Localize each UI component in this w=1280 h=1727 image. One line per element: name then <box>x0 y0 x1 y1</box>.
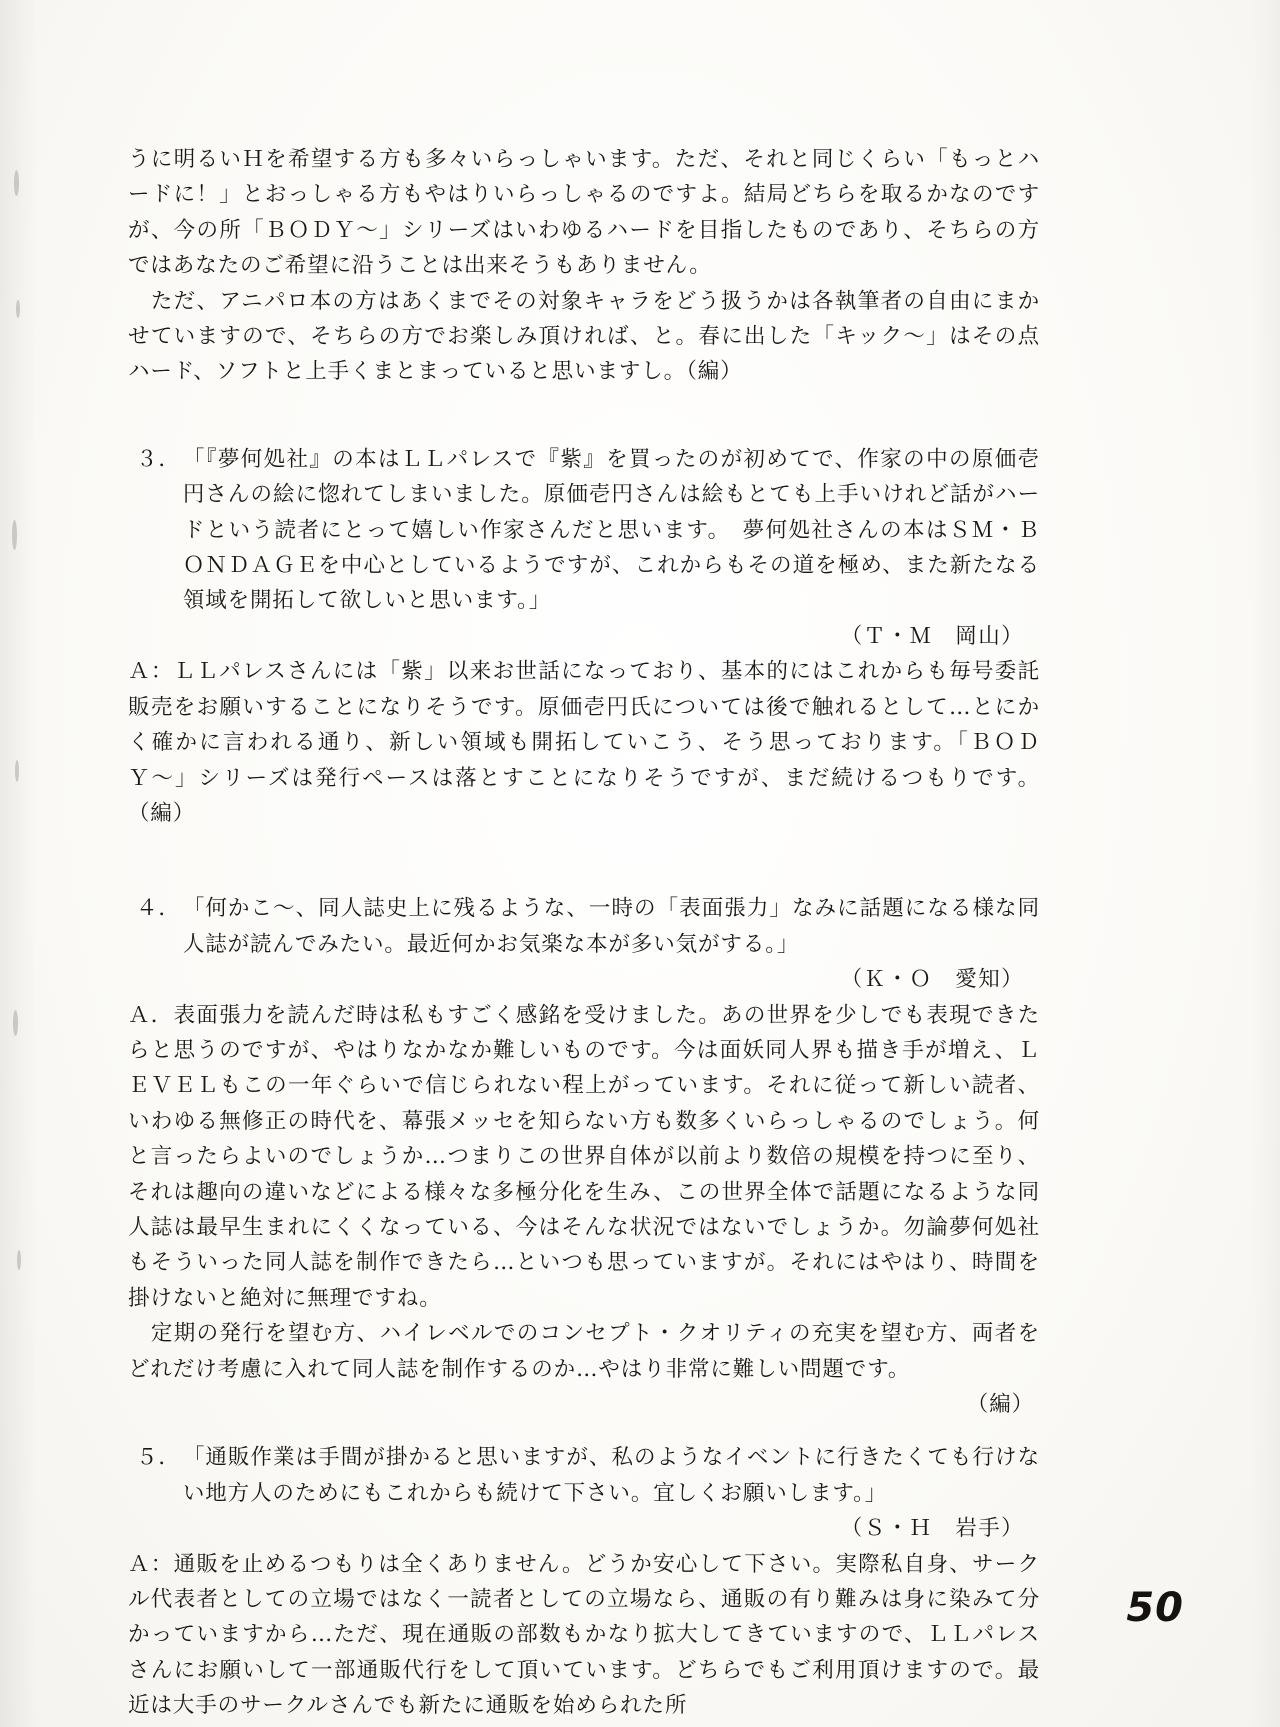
question-attribution: （Ｋ・Ｏ 愛知） <box>840 967 1024 993</box>
question-row <box>128 891 1040 962</box>
question-text: 「何かこ〜、同人誌史上に残るような、一時の「表面張力」なみに話題になる様な同人誌が読んでみたい。最近何かお気楽な本が多い気がする。」 <box>182 896 1040 957</box>
scan-speckle <box>17 1250 21 1270</box>
answer-text: Ａ：通販を止めるつもりは全くありません。どうか安心して下さい。実際私自身、サークル代表者としての立場ではなく一読者としての立場なら、通販の有り難みは身に染みて分かっていますから…ただ、現在通販の部数もかなり拡大してきていますので、ＬＬパレスさんにお願いして一部通販代行をして頂いています。どちらでもご利用頂けますので。最近は大手のサークルさんでも新たに通販を始められた所 <box>128 1551 1040 1719</box>
qa-item-3 <box>128 442 1040 831</box>
scan-speckle <box>15 760 19 782</box>
section-spacer <box>128 1422 1040 1440</box>
section-spacer <box>128 831 1040 891</box>
question-number: ４． <box>136 896 181 922</box>
answer-text-continued: 定期の発行を望む方、ハイレベルでのコンセプト・クオリティの充実を望む方、両者をどれだけ考慮に入れて同人誌を制作するのか…やはり非常に難しい問題です。 <box>128 1321 1040 1382</box>
page-number: 50 <box>1126 1585 1184 1631</box>
question-row <box>128 442 1040 619</box>
page-content <box>128 142 1040 1724</box>
answer-text: Ａ：ＬＬパレスさんには「紫」以来お世話になっており、基本的にはこれからも毎号委託販売をお願いすることになりそうです。原価壱円氏については後で触れるとして…とにかく確かに言われる通り、新しい領域も開拓していこう、そう思っております。「ＢＯＤＹ〜」シリーズは発行ペースは落とすことになりそうですが、まだ続けるつもりです。（編） <box>128 659 1040 826</box>
scan-speckle <box>12 520 17 550</box>
qa-item-4 <box>128 891 1040 1422</box>
answer-text: Ａ．表面張力を読んだ時は私もすごく感銘を受けました。あの世界を少しでも表現できたらと思うのですが、やはりなかなか難しいものです。今は面妖同人界も描き手が増え、ＬＥＶＥＬもこの一年ぐらいで信じられない程上がっています。それに従って新しい読者、いわゆる無修正の時代を、幕張メッセを知らない方も数多くいらっしゃるのでしょう。何と言ったらよいのでしょうか…つまりこの世界自体が以前より数倍の規模を持つに至り、それは趣向の違いなどによる様々な多極分化を生み、この世界全体で話題になるような同人誌は最早生まれにくくなっている、今はそんな状況ではないでしょうか。勿論夢何処社もそういった同人誌を制作できたら…といつも思っていますが。それにはやはり、時間を掛けないと絶対に無理ですね。 <box>128 1002 1040 1311</box>
question-text: 「通販作業は手間が掛かると思いますが、私のようなイベントに行きたくても行けない地方人のためにもこれからも続けて下さい。宜しくお願いします。」 <box>182 1445 1040 1506</box>
question-number: ５． <box>136 1445 181 1471</box>
page-left-shadow <box>0 0 38 1727</box>
question-attribution: （Ｓ・Ｈ 岩手） <box>840 1516 1024 1542</box>
qa-item-5 <box>128 1440 1040 1723</box>
intro-paragraph-1: うに明るいＨを希望する方も多々いらっしゃいます。ただ、それと同じくらい「もっとハードに！」とおっしゃる方もやはりいらっしゃるのですよ。結局どちらを取るかなのですが、今の所「ＢＯＤＹ〜」シリーズはいわゆるハードを目指したものであり、そちらの方ではあなたのご希望に沿うことは出来そうもありません。 <box>128 147 1040 279</box>
question-row <box>128 1440 1040 1511</box>
question-attribution: （Ｔ・Ｍ 岡山） <box>840 623 1024 649</box>
scan-speckle <box>14 170 19 196</box>
intro-paragraph-2: ただ、アニパロ本の方はあくまでその対象キャラをどう扱うかは各執筆者の自由にまかせていますので、そちらの方でお楽しみ頂ければ、と。春に出した「キック〜」はその点ハード、ソフトと上手くまとまっていると思いますし。（編） <box>128 288 1040 385</box>
scan-speckle <box>16 300 20 318</box>
page-right-shadow <box>1250 0 1280 1727</box>
scan-speckle <box>13 1010 18 1036</box>
question-text: 「『夢何処社』の本はＬＬパレスで『紫』を買ったのが初めてで、作家の中の原価壱円さんの絵に惚れてしまいました。原価壱円さんは絵もとても上手いけれど話がハードという読者にとって嬉しい作家さんだと思います。 夢何処社さんの本はＳＭ・ＢＯＮＤＡＧＥを中心としているようですが、これからもその道を極め、また新たなる領域を開拓して欲しいと思います。」 <box>182 446 1040 614</box>
answer-signature: （編） <box>966 1392 1034 1417</box>
question-number: ３． <box>136 446 181 472</box>
section-spacer <box>128 390 1040 442</box>
